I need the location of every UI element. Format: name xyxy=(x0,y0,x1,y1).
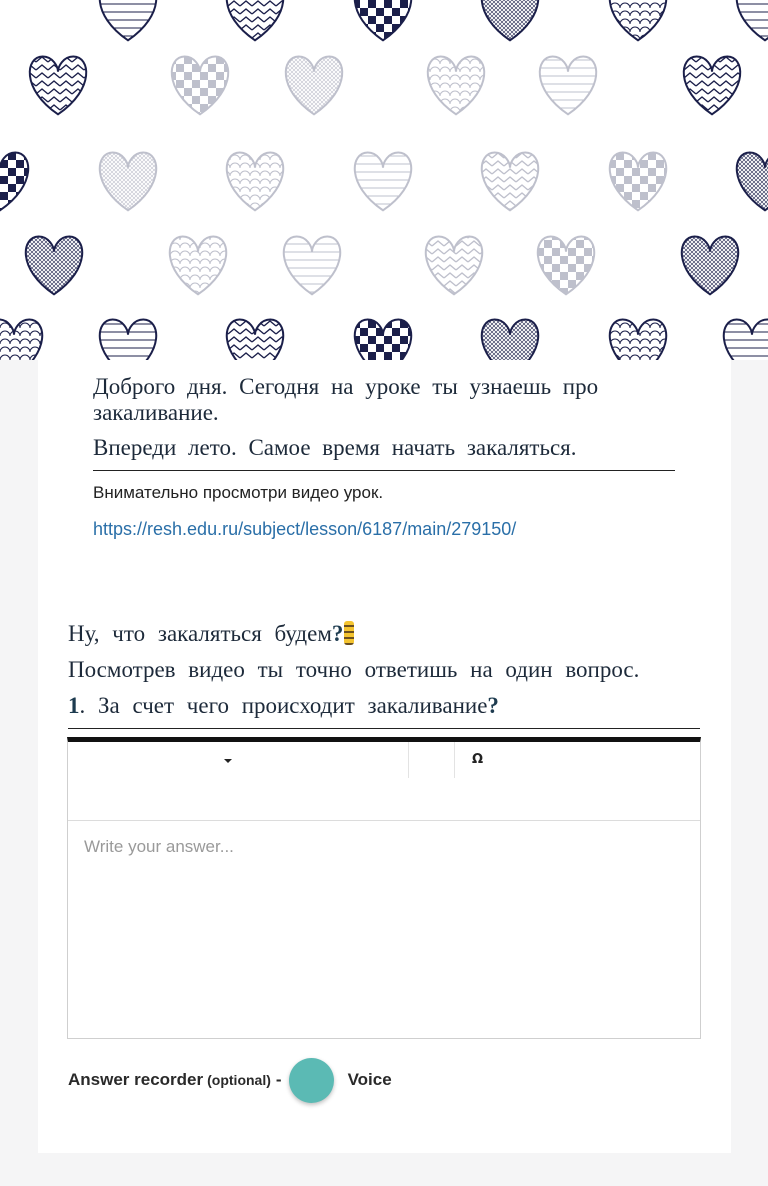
heart-shape xyxy=(100,320,156,361)
heart-shape xyxy=(428,57,484,115)
hearts-banner xyxy=(0,0,768,360)
record-button[interactable] xyxy=(289,1058,334,1103)
heart-shape xyxy=(682,237,738,295)
answer-editor xyxy=(67,737,701,1039)
instruction-text: Внимательно просмотри видео урок. xyxy=(93,483,384,502)
hearts-pattern xyxy=(0,0,768,360)
heart-shape xyxy=(482,0,538,40)
heart-shape xyxy=(355,320,411,361)
question-number: 1 xyxy=(68,693,80,718)
heart-shape xyxy=(737,0,768,40)
question-line-3 xyxy=(68,688,700,724)
heart-shape xyxy=(0,153,28,211)
intro-section xyxy=(93,374,675,540)
heart-shape xyxy=(610,320,666,361)
recorder-optional: (optional) xyxy=(207,1072,271,1088)
heart-shape xyxy=(100,153,156,211)
voice-label: Voice xyxy=(347,1070,392,1089)
question-line-2: Посмотрев видео ты точно ответишь на один вопрос. xyxy=(68,657,640,682)
question-line-1 xyxy=(68,616,700,652)
heart-shape xyxy=(737,153,768,211)
question-divider xyxy=(68,728,700,729)
recorder-label: Answer recorder xyxy=(68,1070,204,1089)
chevron-down-icon xyxy=(224,759,232,763)
toolbar-separator xyxy=(454,742,455,778)
heart-shape xyxy=(172,57,228,115)
heart-shape xyxy=(100,0,156,40)
heart-shape xyxy=(284,237,340,295)
heart-shape xyxy=(227,320,283,361)
heart-shape xyxy=(724,320,768,361)
question-section xyxy=(68,616,700,729)
question-text: . За счет чего происходит закаливание xyxy=(79,693,488,718)
heart-shape xyxy=(538,237,594,295)
heart-shape xyxy=(610,153,666,211)
heart-shape xyxy=(482,153,538,211)
editor-toolbar xyxy=(68,742,700,821)
greeting-text: Доброго дня. Сегодня на уроке ты узнаешь про закаливание. xyxy=(93,374,599,425)
format-dropdown[interactable] xyxy=(68,742,409,778)
lesson-card xyxy=(38,360,731,1153)
heart-shape xyxy=(610,0,666,40)
heart-shape xyxy=(227,0,283,40)
heart-shape xyxy=(355,153,411,211)
heart-shape xyxy=(227,153,283,211)
heart-shape xyxy=(30,57,86,115)
answer-input[interactable] xyxy=(68,821,700,1035)
thinking-emoji-icon xyxy=(344,621,354,645)
heart-shape xyxy=(26,237,82,295)
question-line-1-text: Ну, что закаляться будем xyxy=(68,621,332,646)
heart-shape xyxy=(684,57,740,115)
video-link[interactable]: https://resh.edu.ru/subject/lesson/6187/main/279150/ xyxy=(93,519,517,539)
special-character-button[interactable]: Ω xyxy=(472,752,484,767)
question-end-mark: ? xyxy=(487,693,499,718)
heart-shape xyxy=(355,0,411,40)
summer-text: Впереди лето. Самое время начать закаляться. xyxy=(93,435,675,471)
question-mark: ? xyxy=(331,621,344,646)
heart-shape xyxy=(170,237,226,295)
heart-shape xyxy=(0,320,42,361)
recorder-dash: - xyxy=(275,1070,282,1089)
answer-recorder xyxy=(68,1057,392,1103)
heart-shape xyxy=(482,320,538,361)
heart-shape xyxy=(286,57,342,115)
heart-shape xyxy=(540,57,596,115)
heart-shape xyxy=(426,237,482,295)
